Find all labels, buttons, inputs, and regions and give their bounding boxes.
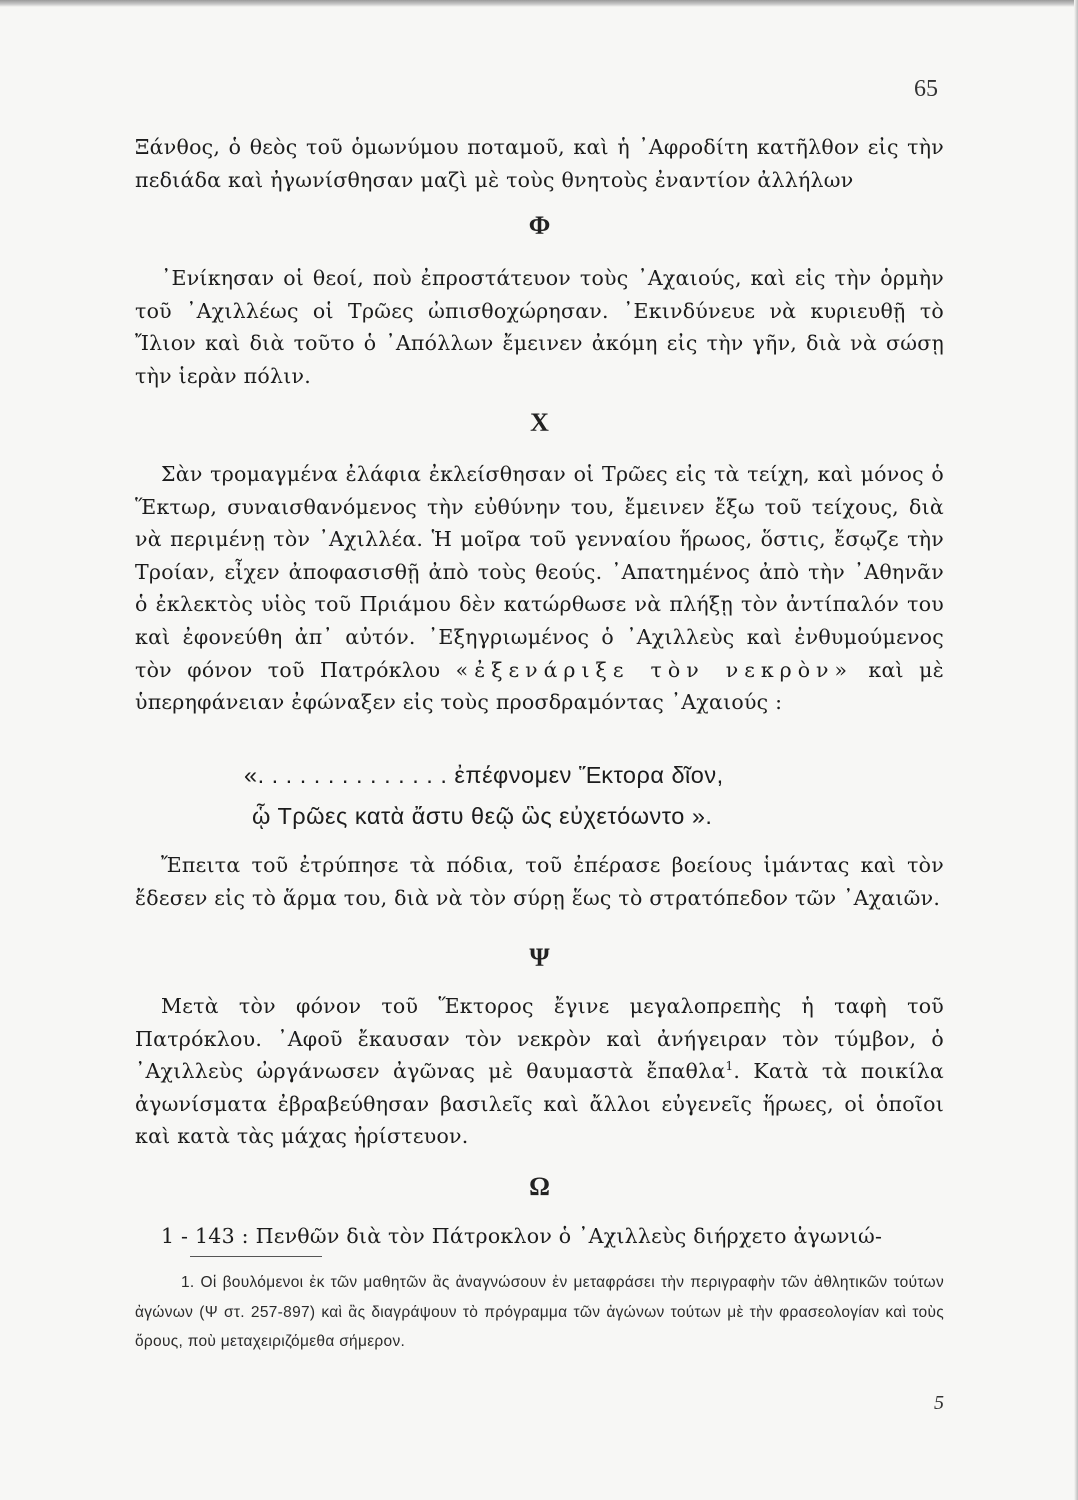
footnote-text: Οἱ βουλόμενοι ἐκ τῶν μαθητῶν ἂς ἀναγνώσουν ἐν μεταφράσει τὴν περιγραφὴν τῶν ἀθλητικῶν τούτων ἀγώνων (Ψ στ. 257-897) καὶ ἂς διαγράψουν τὸ πρόγραμμα τῶν ἀγώνων τούτων μὲ τὴν φρασεολογίαν καὶ τοὺς ὅρους, ποὺ μεταχειριζόμεθα σήμερον. — [135, 1274, 944, 1350]
paragraph-xanthos: Ξάνθος, ὁ θεὸς τοῦ ὁμωνύμου ποταμοῦ, καὶ ἡ ᾿Αφροδίτη κατῆλθον εἰς τὴν πεδιάδα καὶ ἠγωνίσθησαν μαζὶ μὲ τοὺς θνητοὺς ἐναντίον ἀλλήλων — [135, 135, 944, 192]
section-heading-phi: Φ — [528, 211, 551, 240]
paragraph-omega: 1 - 143 : Πενθῶν διὰ τὸν Πάτροκλον ὁ ᾿Αχιλλεὺς διήρχετο ἀγωνιώ- — [161, 1224, 883, 1248]
scan-top-edge — [0, 0, 1078, 7]
section-heading-chi: Χ — [530, 408, 549, 437]
paragraph-chi-ending: καὶ μὲ ὑπερηφάνειαν ἐφώναξεν εἰς τοὺς προσδραμόντας ᾿Αχαιούς : — [135, 657, 944, 715]
signature-mark: 5 — [934, 1392, 944, 1414]
paragraph-hektor-body: Ἔπειτα τοῦ ἐτρύπησε τὰ πόδια, τοῦ ἐπέρασε βοείους ἱμάντας καὶ τὸν ἔδεσεν εἰς τὸ ἅρμα του, διὰ νὰ τὸν σύρῃ ἕως τὸ στρατόπεδον τῶν ᾿Αχαιῶν. — [135, 853, 944, 910]
paragraph-psi-ending: . Κατὰ τὰ ποικίλα ἀγωνίσματα ἐβραβεύθησαν βασιλεῖς καὶ ἄλλοι εὐγενεῖς ἥρωες, οἱ ὁποῖοι καὶ κατὰ τὰς μάχας ἠρίστευον. — [135, 1059, 944, 1149]
scan-right-edge — [1074, 0, 1078, 1500]
paragraph-chi-text: Σὰν τρομαγμένα ἐλάφια ἐκλείσθησαν οἱ Τρῶες εἰς τὰ τείχη, καὶ μόνος ὁ Ἕκτωρ, συναισθανόμενος τὴν εὐθύνην του, ἔμεινεν ἔξω τοῦ τείχους, διὰ νὰ περιμένῃ τὸν ᾿Αχιλλέα. Ἡ μοῖρα τοῦ γενναίου ἥρωος, ὅστις, ἔσῳζε τὴν Τροίαν, εἶχεν ἀποφασισθῇ ἀπὸ τοὺς θεούς. ᾿Απατημένος ἀπὸ τὴν ᾿Αθηνᾶν ὁ ἐκλεκτὸς υἱὸς τοῦ Πριάμου δὲν κατώρθωσε νὰ πλήξῃ τὸν ἀντίπαλόν του καὶ ἐφονεύθη ἀπ᾿ αὐτόν. ᾿Εξηγριωμένος ὁ ᾿Αχιλλεὺς καὶ ἐνθυμούμενος τὸν φόνον τοῦ Πατρόκλου — [135, 462, 944, 682]
paragraph-psi — [135, 990, 944, 1153]
page-number: 65 — [914, 76, 938, 102]
spaced-quotation: «ἐξενάριξε τὸν νεκρὸν» — [455, 657, 854, 682]
paragraph-psi-text: Μετὰ τὸν φόνον τοῦ Ἕκτορος ἔγινε μεγαλοπρεπὴς ἡ ταφὴ τοῦ Πατρόκλου. ᾿Αφοῦ ἔκαυσαν τὸν νεκρὸν καὶ ἀνήγειραν τὸν τύμβον, ὁ ᾿Αχιλλεὺς ὠργάνωσεν ἀγῶνας μὲ θαυμαστὰ ἔπαθλα — [135, 994, 944, 1084]
footnote-divider — [190, 1256, 322, 1257]
verse-line-2: ᾧ Τρῶες κατὰ ἄστυ θεῷ ὣς εὐχετόωντο ». — [252, 803, 713, 829]
paragraph-chi — [135, 458, 944, 719]
footnote — [135, 1268, 944, 1357]
section-heading-omega: Ω — [529, 1172, 550, 1201]
paragraph-phi: ᾿Ενίκησαν οἱ θεοί, ποὺ ἐπροστάτευον τοὺς ᾿Αχαιούς, καὶ εἰς τὴν ὁρμὴν τοῦ ᾿Αχιλλέως οἱ Τρῶες ὠπισθοχώρησαν. ᾿Εκινδύνευε νὰ κυριευθῇ τὸ Ἴλιον καὶ διὰ τοῦτο ὁ ᾿Απόλλων ἔμεινεν ἀκόμη εἰς τὴν γῆν, διὰ νὰ σώσῃ τὴν ἱερὰν πόλιν. — [135, 266, 944, 388]
section-heading-psi: Ψ — [529, 943, 550, 972]
footnote-reference[interactable]: 1 — [725, 1059, 734, 1074]
footnote-marker: 1. — [181, 1274, 195, 1291]
verse-line-1: «. . . . . . . . . . . . . . ἐπέφνομεν Ἕκτορα δῖον, — [244, 762, 724, 788]
